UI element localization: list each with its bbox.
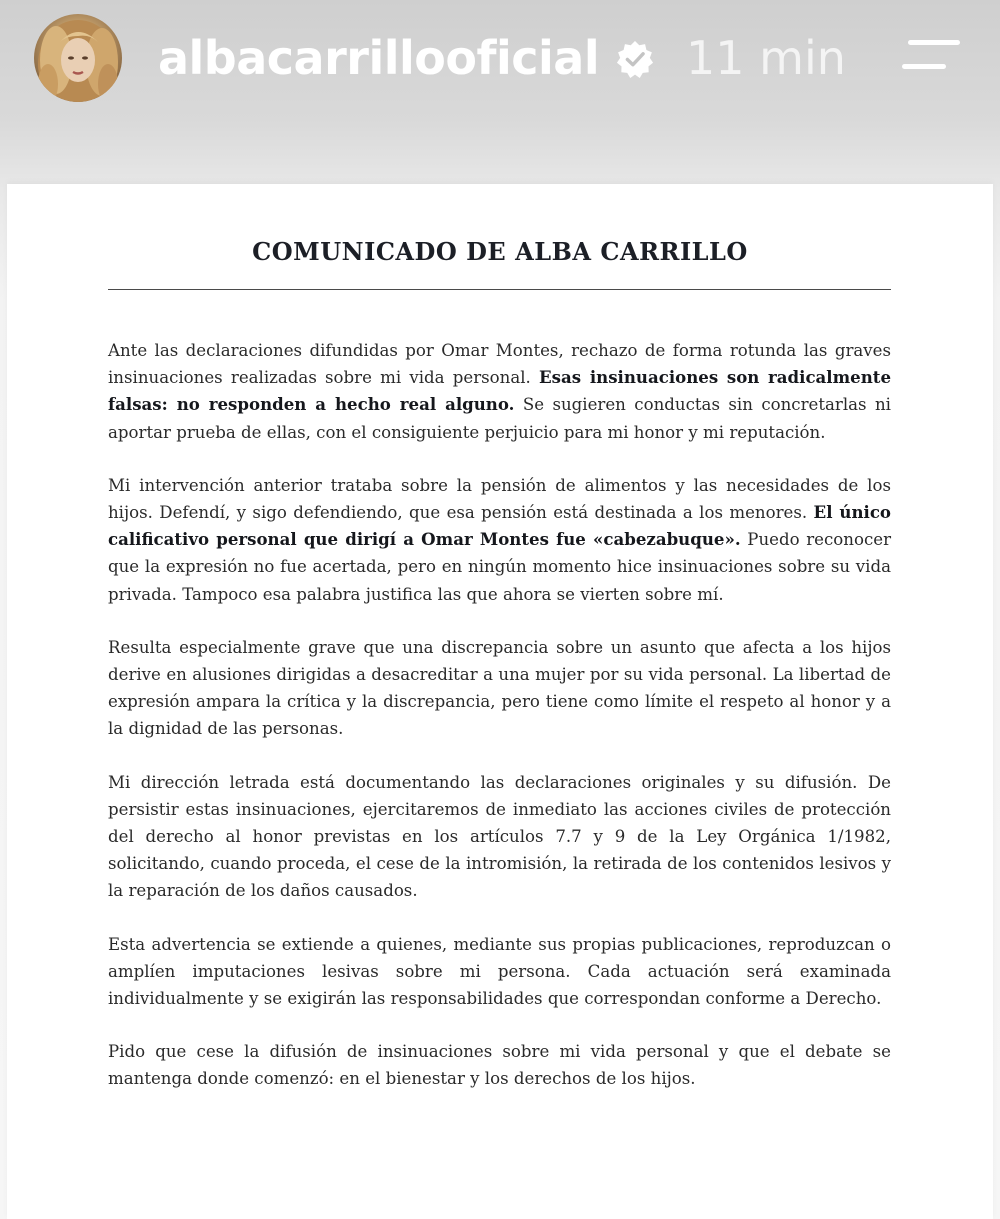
text-segment: Resulta especialmente grave que una discrepancia sobre un asunto que afecta a los hijos derive en alusiones dirigidas a desacreditar a una mujer por su vida personal. La libertad de expresión ampara la crítica y la discrepancia, pero tiene como límite el respeto al honor y a la dignidad de las personas. xyxy=(108,637,891,739)
avatar[interactable] xyxy=(34,14,122,102)
text-segment: Puedo reconocer que la expresión no fue acertada, pero en ningún momento hice insinuaciones sobre su vida privada. Tampoco esa palabra justifica las que ahora se vierten sobre mí. xyxy=(108,530,892,604)
verified-badge-icon xyxy=(616,40,654,78)
avatar-portrait-icon xyxy=(34,14,122,102)
statement-paragraph xyxy=(108,634,891,743)
post-time: 11 min xyxy=(686,31,846,85)
title-divider xyxy=(108,289,891,290)
statement-paragraph xyxy=(108,337,891,446)
bold-segment: El único calificativo personal que dirigí a Omar Montes fue «cabezabuque». xyxy=(108,502,891,550)
statement-paragraph xyxy=(108,769,891,905)
text-segment: Se sugieren conductas sin concretarlas ni aportar prueba de ellas, con el consiguiente perjuicio para mi honor y mi reputación. xyxy=(108,395,891,442)
story-header xyxy=(0,0,1000,120)
menu-icon-line-top xyxy=(908,40,960,45)
text-segment: Esta advertencia se extiende a quienes, mediante sus propias publicaciones, reproduzcan o amplíen imputaciones lesivas sobre mi persona. Cada actuación será examinada individualmente y se exigirán las responsabilidades que correspondan conforme a Derecho. xyxy=(108,934,891,1009)
document-body xyxy=(108,337,891,1119)
menu-icon-line-bottom xyxy=(902,64,946,69)
statement-paragraph xyxy=(108,1038,891,1092)
statement-paragraph xyxy=(108,472,891,608)
username[interactable]: albacarrillooficial xyxy=(158,31,600,85)
statement-paragraph xyxy=(108,931,891,1013)
bold-segment: Esas insinuaciones son radicalmente falsas: no responden a hecho real alguno. xyxy=(108,367,892,415)
text-segment: Pido que cese la difusión de insinuaciones sobre mi vida personal y que el debate se mantenga donde comenzó: en el bienestar y los derechos de los hijos. xyxy=(108,1042,891,1089)
menu-button[interactable] xyxy=(902,36,964,76)
text-segment: Mi intervención anterior trataba sobre la pensión de alimentos y las necesidades de los hijos. Defendí, y sigo defendiendo, que esa pensión está destinada a los menores. xyxy=(108,475,891,523)
text-segment: Ante las declaraciones difundidas por Omar Montes, rechazo de forma rotunda las graves insinuaciones realizadas sobre mi vida personal. xyxy=(108,341,891,388)
statement-document xyxy=(7,184,993,1219)
document-title: COMUNICADO DE ALBA CARRILLO xyxy=(252,237,748,266)
text-segment: Mi dirección letrada está documentando las declaraciones originales y su difusión. De persistir estas insinuaciones, ejercitaremos de inmediato las acciones civiles de protección del derecho al honor previstas en los artículos 7.7 y 9 de la Ley Orgánica 1/1982, solicitando, cuando proceda, el cese de la intromisión, la retirada de los contenidos lesivos y la reparación de los daños causados. xyxy=(108,772,891,901)
